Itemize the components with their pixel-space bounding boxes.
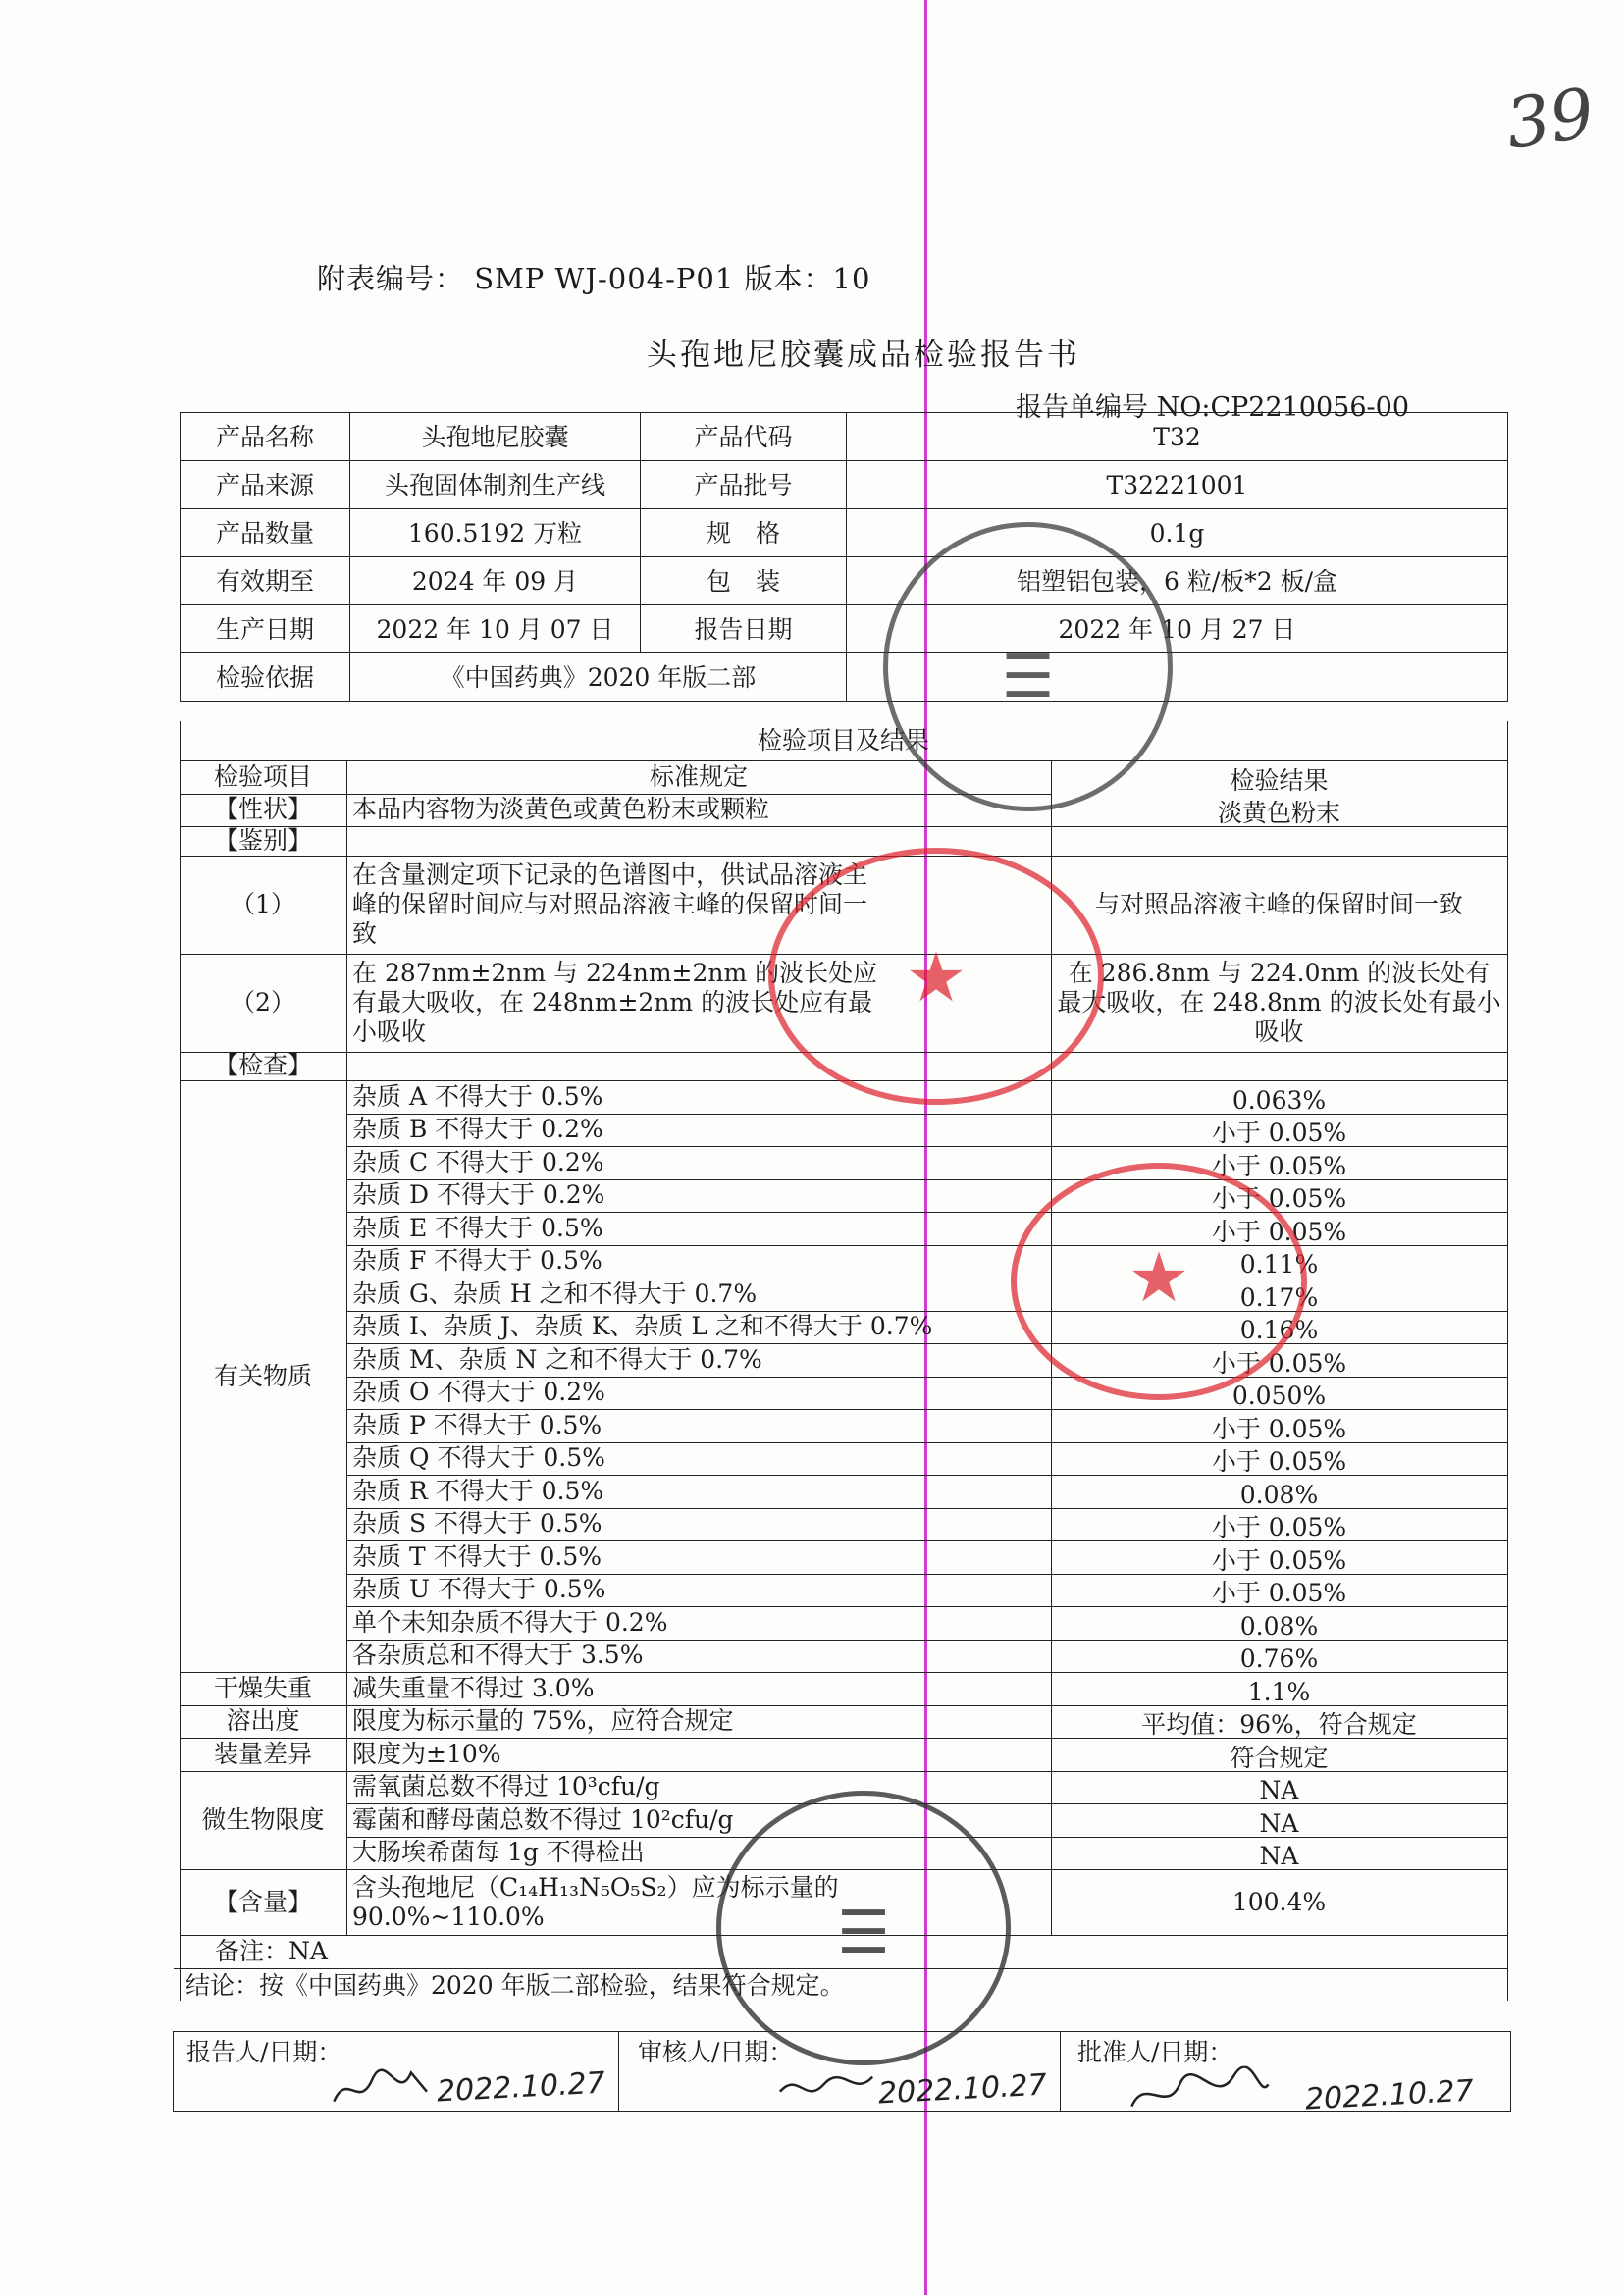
impurity-standard: 杂质 F 不得大于 0.5% bbox=[352, 1246, 602, 1276]
header-label: 产品来源 bbox=[181, 461, 350, 509]
header-label: 规 格 bbox=[641, 509, 847, 557]
impurity-standard: 杂质 O 不得大于 0.2% bbox=[352, 1378, 605, 1407]
form-code: 附表编号： SMP WJ-004-P01 版本：10 bbox=[317, 262, 871, 295]
impurity-standard: 各杂质总和不得大于 3.5% bbox=[352, 1641, 644, 1670]
header-row bbox=[181, 413, 1508, 461]
check-item: 装量差异 bbox=[213, 1739, 312, 1768]
impurity-standard: 杂质 G、杂质 H 之和不得大于 0.7% bbox=[352, 1278, 758, 1308]
impurity-standard: 杂质 Q 不得大于 0.5% bbox=[352, 1443, 605, 1473]
row-line bbox=[180, 826, 1507, 827]
page-number: 39 bbox=[1500, 73, 1599, 165]
header-value: 铝塑铝包装，6 粒/板*2 板/盒 bbox=[847, 557, 1508, 605]
check-result: 符合规定 bbox=[1230, 1743, 1329, 1772]
column-line bbox=[1507, 721, 1508, 2001]
check-item: 干燥失重 bbox=[213, 1673, 312, 1702]
header-label: 产品名称 bbox=[181, 413, 350, 461]
impurity-result: 小于 0.05% bbox=[1211, 1119, 1347, 1148]
assay-result: 100.4% bbox=[1231, 1887, 1327, 1916]
reviewer-label: 审核人/日期： bbox=[638, 2038, 794, 2066]
reviewer-date: 2022.10.27 bbox=[877, 2067, 1048, 2112]
impurity-result: 0.76% bbox=[1239, 1644, 1319, 1674]
header-value: 160.5192 万粒 bbox=[350, 509, 641, 557]
impurity-standard: 杂质 R 不得大于 0.5% bbox=[352, 1476, 604, 1505]
header-label: 报告日期 bbox=[641, 605, 847, 653]
qc-stamp-bottom: ☰ bbox=[716, 1791, 1011, 2065]
impurity-standard: 单个未知杂质不得大于 0.2% bbox=[352, 1607, 668, 1637]
identification-item: （2） bbox=[231, 987, 295, 1017]
appearance-item: 【性状】 bbox=[213, 795, 312, 824]
micro-standard: 大肠埃希菌每 1g 不得检出 bbox=[352, 1838, 645, 1867]
micro-result: NA bbox=[1259, 1808, 1299, 1838]
impurity-standard: 杂质 P 不得大于 0.5% bbox=[352, 1410, 602, 1439]
impurity-result: 小于 0.05% bbox=[1211, 1447, 1347, 1477]
section-title: 检验项目及结果 bbox=[757, 726, 929, 756]
appearance-result: 淡黄色粉末 bbox=[1217, 799, 1340, 828]
impurity-standard: 杂质 T 不得大于 0.5% bbox=[352, 1541, 602, 1571]
identification-result: 在 286.8nm 与 224.0nm 的波长处有最大吸收，在 248.8nm 的波长处有最小吸收 bbox=[1057, 958, 1501, 1046]
column-line bbox=[346, 760, 347, 1935]
header-value: T32 bbox=[847, 413, 1508, 461]
impurity-standard: 杂质 C 不得大于 0.2% bbox=[352, 1147, 604, 1176]
impurity-result: 小于 0.05% bbox=[1211, 1579, 1347, 1608]
check-result: 1.1% bbox=[1247, 1677, 1311, 1706]
identification-item: （1） bbox=[231, 889, 295, 918]
column-line bbox=[180, 721, 181, 2001]
qc-stamp-top: ☰ bbox=[883, 522, 1173, 811]
impurity-result: 0.063% bbox=[1231, 1085, 1327, 1115]
header-value: 头孢地尼胶囊 bbox=[350, 413, 641, 461]
header-label: 生产日期 bbox=[181, 605, 350, 653]
impurity-result: 0.08% bbox=[1239, 1611, 1319, 1641]
header-row bbox=[181, 557, 1508, 605]
assay-item: 【含量】 bbox=[213, 1887, 312, 1916]
related-substances-label: 有关物质 bbox=[213, 1361, 312, 1390]
impurity-result: 小于 0.05% bbox=[1211, 1184, 1347, 1214]
report-table bbox=[180, 412, 1508, 702]
assay-standard: 含头孢地尼（C₁₄H₁₃N₅O₅S₂）应为标示量的 90.0%~110.0% bbox=[352, 1872, 839, 1931]
header-value: 2024 年 09 月 bbox=[350, 557, 641, 605]
micro-standard: 需氧菌总数不得过 10³cfu/g bbox=[352, 1772, 660, 1801]
appearance-standard: 本品内容物为淡黄色或黄色粉末或颗粒 bbox=[352, 795, 770, 824]
impurity-result: 小于 0.05% bbox=[1211, 1513, 1347, 1542]
impurity-result: 0.08% bbox=[1239, 1480, 1319, 1509]
header-label: 有效期至 bbox=[181, 557, 350, 605]
impurity-result: 小于 0.05% bbox=[1211, 1348, 1347, 1378]
red-stamp-left: ★ bbox=[768, 848, 1104, 1105]
impurity-standard: 杂质 D 不得大于 0.2% bbox=[352, 1180, 605, 1210]
micro-result: NA bbox=[1259, 1776, 1299, 1805]
approver-date: 2022.10.27 bbox=[1304, 2073, 1475, 2117]
impurity-result: 0.17% bbox=[1239, 1282, 1319, 1312]
check-standard: 限度为标示量的 75%，应符合规定 bbox=[352, 1706, 734, 1736]
impurity-standard: 杂质 M、杂质 N 之和不得大于 0.7% bbox=[352, 1344, 762, 1374]
basis-label: 检验依据 bbox=[181, 653, 350, 702]
check-result: 平均值：96%，符合规定 bbox=[1141, 1710, 1417, 1740]
header-row bbox=[181, 509, 1508, 557]
micro-result: NA bbox=[1259, 1842, 1299, 1871]
identification-standard: 在含量测定项下记录的色谱图中，供试品溶液主峰的保留时间应与对照品溶液主峰的保留时间一致 bbox=[352, 860, 868, 948]
header-label: 产品数量 bbox=[181, 509, 350, 557]
impurity-standard: 杂质 U 不得大于 0.5% bbox=[352, 1575, 606, 1604]
reporter-signature bbox=[328, 2061, 439, 2125]
header-value: T32221001 bbox=[847, 461, 1508, 509]
red-stamp-right: ★ bbox=[1011, 1163, 1307, 1400]
impurity-result: 0.11% bbox=[1239, 1250, 1319, 1279]
check-standard: 减失重量不得过 3.0% bbox=[352, 1673, 595, 1702]
approver-label: 批准人/日期： bbox=[1077, 2038, 1233, 2066]
reporter-date: 2022.10.27 bbox=[436, 2065, 606, 2110]
impurity-result: 0.050% bbox=[1231, 1382, 1327, 1411]
report-title: 头孢地尼胶囊成品检验报告书 bbox=[647, 338, 1080, 373]
col-header-result: 检验结果 bbox=[1230, 765, 1329, 795]
check-item: 溶出度 bbox=[226, 1706, 300, 1736]
impurity-standard: 杂质 S 不得大于 0.5% bbox=[352, 1509, 602, 1539]
impurity-result: 小于 0.05% bbox=[1211, 1545, 1347, 1575]
microbial-limit-label: 微生物限度 bbox=[201, 1804, 325, 1834]
header-label: 包 装 bbox=[641, 557, 847, 605]
check-standard: 限度为±10% bbox=[352, 1739, 501, 1768]
header-value: 2022 年 10 月 27 日 bbox=[847, 605, 1508, 653]
approver-signature bbox=[1126, 2064, 1276, 2130]
conclusion: 结论：按《中国药典》2020 年版二部检验，结果符合规定。 bbox=[185, 1971, 845, 2001]
header-row bbox=[181, 461, 1508, 509]
report-number: 报告单编号 NO:CP2210056-00 bbox=[1016, 392, 1409, 423]
remark: 备注：NA bbox=[215, 1936, 328, 1965]
identification-label: 【鉴别】 bbox=[213, 825, 312, 855]
impurity-standard: 杂质 A 不得大于 0.5% bbox=[352, 1081, 603, 1111]
col-header-item: 检验项目 bbox=[213, 761, 312, 791]
header-value: 2022 年 10 月 07 日 bbox=[350, 605, 641, 653]
impurity-result: 0.16% bbox=[1239, 1316, 1319, 1345]
impurity-result: 小于 0.05% bbox=[1211, 1217, 1347, 1246]
impurity-standard: 杂质 I、杂质 J、杂质 K、杂质 L 之和不得大于 0.7% bbox=[352, 1312, 933, 1341]
reporter-label: 报告人/日期： bbox=[186, 2038, 342, 2066]
impurity-standard: 杂质 B 不得大于 0.2% bbox=[352, 1115, 603, 1144]
col-header-standard: 标准规定 bbox=[649, 761, 748, 791]
header-label: 产品代码 bbox=[641, 413, 847, 461]
header-label: 产品批号 bbox=[641, 461, 847, 509]
basis-value: 《中国药典》2020 年版二部 bbox=[350, 653, 847, 702]
check-label: 【检查】 bbox=[213, 1051, 312, 1080]
impurity-standard: 杂质 E 不得大于 0.5% bbox=[352, 1213, 603, 1242]
header-value: 0.1g bbox=[847, 509, 1508, 557]
reviewer-signature bbox=[774, 2061, 885, 2125]
identification-standard: 在 287nm±2nm 与 224nm±2nm 的波长处应有最大吸收，在 248nm±2nm 的波长处应有最小吸收 bbox=[352, 958, 878, 1046]
micro-standard: 霉菌和酵母菌总数不得过 10²cfu/g bbox=[352, 1804, 734, 1834]
header-row bbox=[181, 605, 1508, 653]
impurity-result: 小于 0.05% bbox=[1211, 1414, 1347, 1443]
impurity-result: 小于 0.05% bbox=[1211, 1151, 1347, 1180]
identification-result: 与对照品溶液主峰的保留时间一致 bbox=[1094, 889, 1463, 918]
header-value: 头孢固体制剂生产线 bbox=[350, 461, 641, 509]
